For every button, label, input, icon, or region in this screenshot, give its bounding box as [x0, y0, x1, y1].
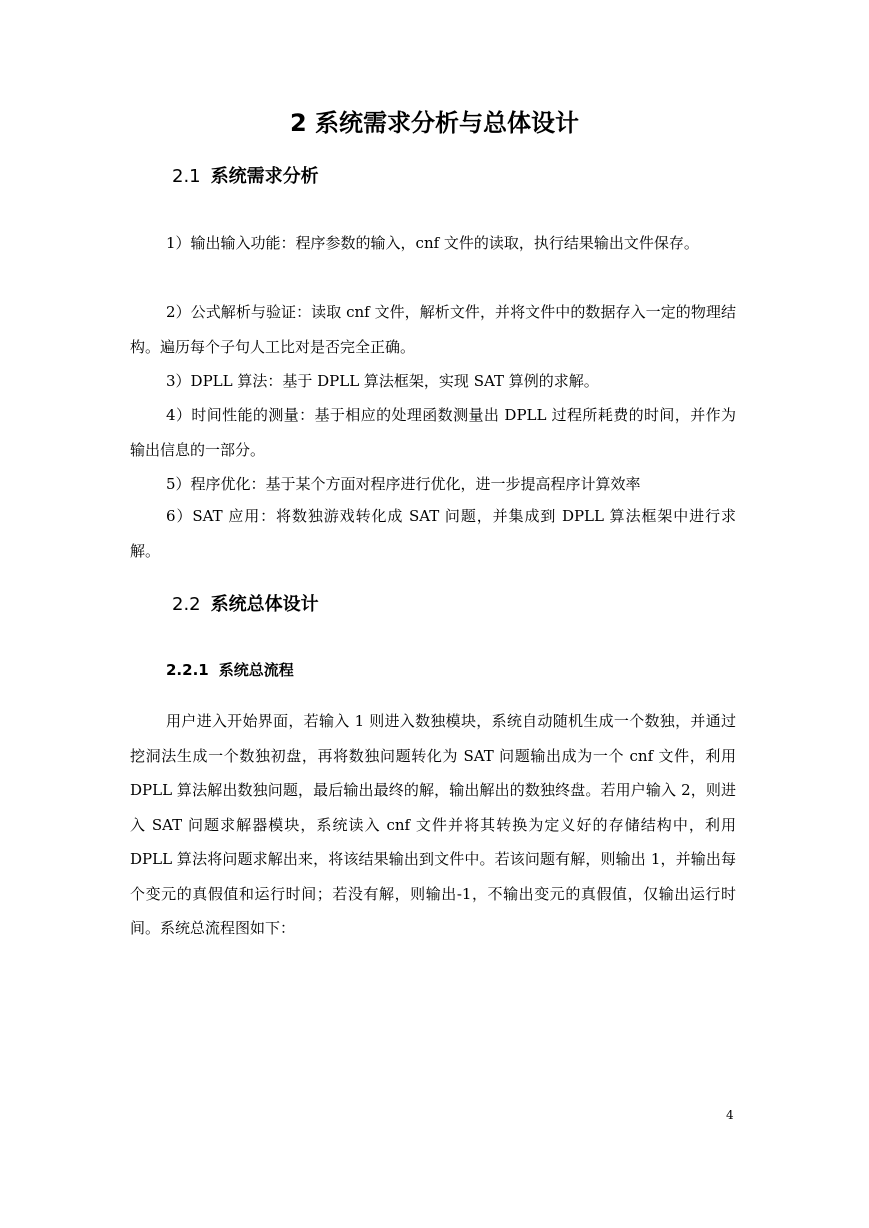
- section-number: 2.1: [172, 166, 201, 187]
- chapter-title: 2 系统需求分析与总体设计: [289, 109, 580, 137]
- requirement-item-6: 6）SAT 应用：将数独游戏转化成 SAT 问题，并集成到 DPLL 算法框架中进行求解。: [130, 507, 736, 560]
- requirement-item-2: 2）公式解析与验证：读取 cnf 文件，解析文件，并将文件中的数据存入一定的物理结构。遍历每个子句人工比对是否完全正确。: [130, 303, 736, 356]
- requirement-item-3: 3）DPLL 算法：基于 DPLL 算法框架，实现 SAT 算例的求解。: [166, 372, 599, 390]
- requirement-item-1: 1）输出输入功能：程序参数的输入，cnf 文件的读取，执行结果输出文件保存。: [166, 234, 699, 252]
- section-heading-overall-design: [172, 592, 319, 618]
- section-title: 系统需求分析: [210, 166, 319, 187]
- section-heading-requirements: [172, 164, 319, 190]
- section-title: 系统总体设计: [210, 594, 319, 615]
- subsection-number: 2.2.1: [166, 661, 209, 679]
- section-number: 2.2: [172, 594, 201, 615]
- subsection-heading-flow: [166, 659, 294, 681]
- page-number: 4: [726, 1108, 734, 1122]
- flow-paragraph: 用户进入开始界面，若输入 1 则进入数独模块，系统自动随机生成一个数独，并通过挖洞法生成一个数独初盘，再将数独问题转化为 SAT 问题输出成为一个 cnf 文件，利用 DPLL 算法解出数独问题，最后输出最终的解，输出解出的数独终盘。若用户输入 2，则进入 SAT 问题求解器模块，系统读入 cnf 文件并将其转换为定义好的存储结构中，利用 DPLL 算法将问题求解出来，将该结果输出到文件中。若该问题有解，则输出 1，并输出每个变元的真假值和运行时间；若没有解，则输出-1，不输出变元的真假值，仅输出运行时间。系统总流程图如下：: [130, 712, 736, 937]
- requirement-item-4: 4）时间性能的测量：基于相应的处理函数测量出 DPLL 过程所耗费的时间，并作为输出信息的一部分。: [130, 406, 736, 459]
- requirement-item-5: 5）程序优化：基于某个方面对程序进行优化，进一步提高程序计算效率: [166, 475, 641, 493]
- subsection-title: 系统总流程: [218, 661, 294, 679]
